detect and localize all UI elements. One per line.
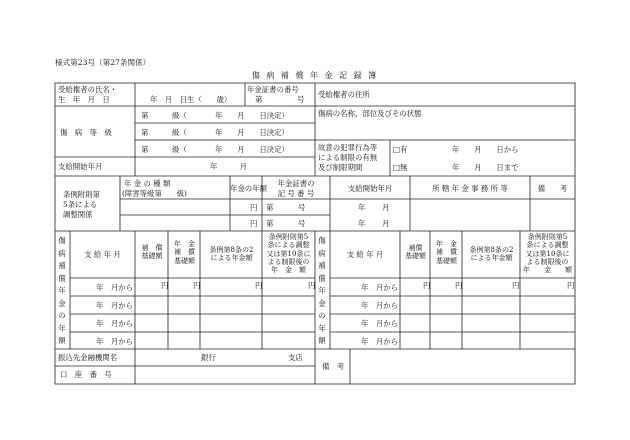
row2-dai: 第 — [266, 219, 274, 228]
grade-row-2-kyu: 級（ — [172, 128, 187, 137]
right-row-1-yen-d: 円 — [567, 281, 575, 290]
cert-number-go: 号 — [297, 95, 305, 104]
left-row-3-ym: 年 月から — [96, 319, 133, 328]
right-row-1-ym: 年 月から — [361, 283, 398, 292]
right-row-3-ym: 年 月から — [361, 319, 398, 328]
recipient-name-label: 受給権者の氏名・ — [58, 85, 118, 94]
start-ym: 年 月 — [210, 162, 247, 171]
right-row-1-yen-a: 円 — [423, 281, 431, 290]
grade-row-1-date: 年 月 日決定） — [215, 111, 289, 120]
pension-office-label: 所 轄 年 金 事 務 所 等 — [432, 184, 508, 193]
right-row-1-yen-c: 円 — [512, 281, 520, 290]
annual-side-label-left: 傷 病 補 償 年 金 の 年 額 — [58, 236, 66, 345]
pay-ym-label-left: 支 給 年 月 — [84, 250, 121, 259]
bank-label: 振込先金融機関名 — [58, 353, 118, 362]
grade-row-3-dai: 第 — [141, 145, 149, 154]
pay-ym-label-right: 支 給 年 月 — [346, 250, 384, 259]
left-row-2-ym: 年 月から — [96, 301, 133, 310]
row1-year: 年 — [358, 203, 366, 212]
cert-number-label: 年金証書の番号 — [247, 85, 299, 94]
pension-start-label: 支給開始年月 — [347, 184, 393, 193]
row1-go: 号 — [298, 203, 306, 212]
crime-yes-checkbox[interactable]: □有 — [393, 145, 408, 154]
suppl-label-left: 条例附則第5 条による調整 又は第10条に よる制限後の 年 金 額 — [266, 233, 311, 275]
row2-month: 月 — [382, 219, 390, 228]
article5-label-3: 調整関係 — [63, 210, 93, 219]
pension-kind-label: 年 金 の 種 類 — [124, 179, 171, 188]
left-row-1-yen-c: 円 — [255, 281, 263, 290]
bank-name-suffix: 銀行 — [201, 353, 216, 362]
right-row-2-ym: 年 月から — [361, 301, 398, 310]
grade-row-1-dai: 第 — [141, 111, 149, 120]
grade-row-3-kyu: 級（ — [172, 145, 187, 154]
right-row-4-ym: 年 月から — [361, 337, 398, 346]
article5-label-1: 条例附則第 — [63, 190, 100, 199]
annual-side-label-right: 傷 病 補 償 年 金 の 年 額 — [318, 236, 326, 345]
crime-yes-span: 年 月 日から — [452, 145, 519, 154]
grade-label: 傷 病 等 級 — [60, 128, 112, 137]
grade-row-2-dai: 第 — [141, 128, 149, 137]
footer-remarks-label: 備 考 — [322, 362, 345, 371]
start-label: 支給開始年月 — [58, 162, 103, 171]
row1-yen: 円 — [250, 203, 258, 212]
row2-year: 年 — [358, 219, 366, 228]
article5-label-2: 5条による — [63, 200, 98, 209]
row2-go: 号 — [298, 219, 306, 228]
grade-row-1-kyu: 級（ — [172, 111, 187, 120]
row1-month: 月 — [382, 203, 390, 212]
art8-label-left: 条例第8条の2 による年金額 — [209, 246, 254, 263]
crime-label-2: による制限の有無 — [318, 153, 378, 162]
form-title: 傷 病 補 償 年 金 記 録 簿 — [251, 71, 379, 80]
pension-remarks-label: 備 考 — [537, 184, 568, 193]
left-row-1-yen-a: 円 — [161, 281, 169, 290]
row2-yen: 円 — [250, 219, 258, 228]
left-row-1-yen-b: 円 — [193, 281, 201, 290]
pension-cert-label-2: 記 号 番 号 — [277, 189, 315, 198]
recipient-birth-label: 生 年 月 日 — [58, 95, 110, 104]
grade-row-3-date: 年 月 日決定） — [215, 145, 289, 154]
crime-label-1: 故意の犯罪行為等 — [318, 143, 378, 152]
form-reference: 様式第23号（第27条関係） — [55, 58, 151, 67]
base-amount-label-left: 補 償 基礎額 — [141, 244, 163, 261]
row1-dai: 第 — [266, 203, 274, 212]
right-row-1-yen-b: 円 — [455, 281, 463, 290]
suppl-label-right: 条例附則第5 条による調整 又は第10条に よる制限後の 年 金 額 — [523, 233, 572, 275]
pension-cert-label-1: 年金証書の — [277, 179, 315, 188]
pension-kind-grade: (障害等級第 級) — [122, 189, 187, 198]
left-row-1-ym: 年 月から — [96, 283, 133, 292]
art8-label-right: 条例第8条の2 による年金額 — [469, 246, 514, 263]
base-amount-label-right: 補償 基礎額 — [405, 244, 426, 261]
address-label: 受給権者の住所 — [318, 90, 370, 99]
left-row-4-ym: 年 月から — [96, 337, 133, 346]
branch-name-suffix: 支店 — [288, 353, 303, 362]
account-number-label: 口 座 番 号 — [60, 370, 112, 379]
pension-amount-label: 年金の年額 — [230, 184, 267, 193]
crime-no-span: 年 月 日まで — [452, 163, 519, 172]
cert-number-dai: 第 — [255, 95, 263, 104]
left-row-1-yen-d: 円 — [308, 281, 316, 290]
crime-no-checkbox[interactable]: □無 — [393, 163, 408, 172]
grade-row-2-date: 年 月 日決定） — [215, 128, 289, 137]
disease-label: 傷病の名称，部位及びその状態 — [318, 109, 422, 118]
pension-amount-label-left: 年 金 補 償 基礎額 — [174, 240, 195, 265]
birth-date-value: 年 月 日生（ 歳） — [150, 95, 232, 104]
crime-label-3: 及び制限期間 — [318, 163, 363, 172]
pension-amount-label-right: 年 金 補 償 基礎額 — [436, 240, 457, 265]
